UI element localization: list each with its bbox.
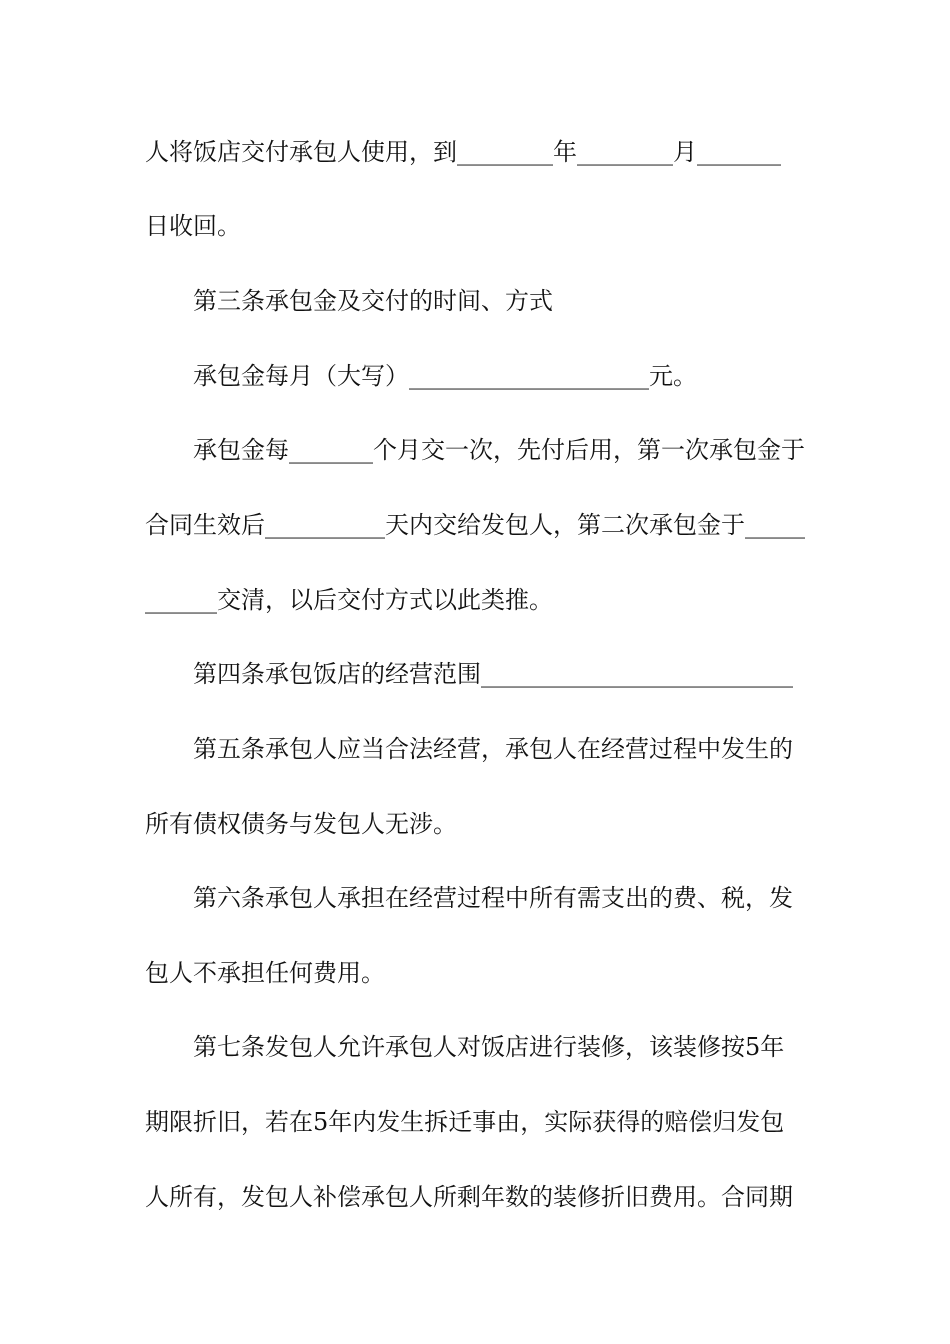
section-heading: 第四条承包饭店的经营范围__________________________ bbox=[193, 660, 793, 688]
text-line: 第七条发包人允许承包人对饭店进行装修，该装修按5年 bbox=[193, 1033, 785, 1061]
text-line: 包人不承担任何费用。 bbox=[145, 959, 385, 987]
text-line: 承包金每_______个月交一次，先付后用，第一次承包金于 bbox=[193, 436, 805, 464]
text-line: 所有债权债务与发包人无涉。 bbox=[145, 810, 457, 838]
section-heading: 第三条承包金及交付的时间、方式 bbox=[193, 287, 553, 315]
text-line: 承包金每月（大写）____________________元。 bbox=[193, 362, 697, 390]
text-line: 第五条承包人应当合法经营，承包人在经营过程中发生的 bbox=[193, 735, 793, 763]
text-line: 第六条承包人承担在经营过程中所有需支出的费、税，发 bbox=[193, 884, 793, 912]
text-line: ______交清，以后交付方式以此类推。 bbox=[145, 586, 553, 614]
text-line: 日收回。 bbox=[145, 212, 241, 240]
text-line: 合同生效后__________天内交给发包人，第二次承包金于_____ bbox=[145, 511, 805, 539]
text-line: 人所有，发包人补偿承包人所剩年数的装修折旧费用。合同期 bbox=[145, 1183, 793, 1211]
text-line: 期限折旧，若在5年内发生拆迁事由，实际获得的赔偿归发包 bbox=[145, 1108, 785, 1136]
text-line: 人将饭店交付承包人使用，到________年________月_______ bbox=[145, 138, 781, 166]
